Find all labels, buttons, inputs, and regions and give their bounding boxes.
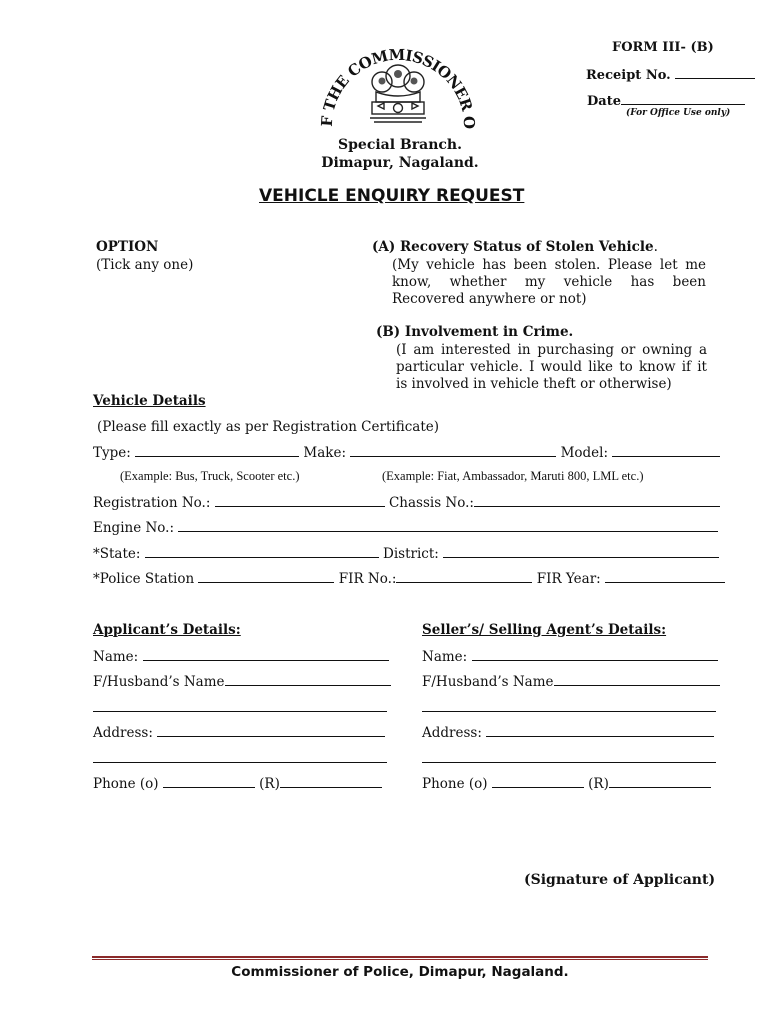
seller-father-field[interactable] xyxy=(554,673,720,686)
seller-name-field[interactable] xyxy=(472,648,718,661)
make-example: (Example: Fiat, Ambassador, Maruti 800, LML etc.) xyxy=(382,469,644,483)
seller-name-row xyxy=(422,648,718,665)
applicant-name-field[interactable] xyxy=(143,648,389,661)
footer-text: Commissioner of Police, Dimapur, Nagaland. xyxy=(231,964,569,980)
applicant-father-label: F/Husband’s Name xyxy=(93,674,225,690)
vehicle-note: (Please fill exactly as per Registration Certificate) xyxy=(97,419,439,435)
emblem-logo xyxy=(318,28,478,140)
registration-chassis-row xyxy=(93,494,720,511)
seller-name-label: Name: xyxy=(422,649,468,665)
seller-extra-line-2[interactable] xyxy=(422,762,716,763)
seller-father-row xyxy=(422,673,720,690)
option-b-title[interactable]: (B) Involvement in Crime. xyxy=(376,324,574,340)
page-title: VEHICLE ENQUIRY REQUEST xyxy=(259,186,525,206)
applicant-phone-r-field[interactable] xyxy=(280,775,382,788)
seller-phone-r-field[interactable] xyxy=(609,775,711,788)
model-label: Model: xyxy=(560,445,609,461)
type-field[interactable] xyxy=(135,444,299,457)
option-b-text: (I am interested in purchasing or owning a particular vehicle. I would like to know if it is involved in vehicle theft or otherwise) xyxy=(396,342,707,392)
engine-label: Engine No.: xyxy=(93,520,175,536)
applicant-address-field[interactable] xyxy=(157,724,385,737)
seller-phone-r-label: (R) xyxy=(588,776,609,792)
seller-father-label: F/Husband’s Name xyxy=(422,674,554,690)
applicant-father-row xyxy=(93,673,391,690)
seller-phone-row xyxy=(422,775,711,792)
office-use-note: (For Office Use only) xyxy=(626,108,731,118)
applicant-extra-line-1[interactable] xyxy=(93,711,387,712)
receipt-line[interactable] xyxy=(675,66,755,79)
option-a-text: (My vehicle has been stolen. Please let me know, whether my vehicle has been Recovered anywhere or not) xyxy=(392,257,706,307)
date-line[interactable] xyxy=(621,92,745,105)
option-a-title-text: (A) Recovery Status of Stolen Vehicle xyxy=(372,239,654,255)
model-field[interactable] xyxy=(612,444,720,457)
date-label: Date xyxy=(587,94,621,109)
engine-row xyxy=(93,519,718,536)
seller-address-row xyxy=(422,724,714,741)
form-number: FORM III- (B) xyxy=(612,40,714,55)
office-line-1: Special Branch. xyxy=(338,137,462,153)
seller-phone-o-field[interactable] xyxy=(492,775,584,788)
option-a-title[interactable]: (A) Recovery Status of Stolen Vehicle. xyxy=(372,239,658,255)
seller-extra-line-1[interactable] xyxy=(422,711,716,712)
registration-field[interactable] xyxy=(215,494,385,507)
engine-field[interactable] xyxy=(178,519,718,532)
seller-address-field[interactable] xyxy=(486,724,714,737)
district-label: District: xyxy=(383,546,439,562)
police-station-label: *Police Station xyxy=(93,571,195,587)
applicant-extra-line-2[interactable] xyxy=(93,762,387,763)
applicant-name-row xyxy=(93,648,389,665)
emblem-seal-icon xyxy=(318,28,478,140)
applicant-phone-o-label: Phone (o) xyxy=(93,776,159,792)
police-fir-row xyxy=(93,570,725,587)
fir-year-label: FIR Year: xyxy=(536,571,601,587)
district-field[interactable] xyxy=(443,545,719,558)
state-label: *State: xyxy=(93,546,141,562)
option-hint: (Tick any one) xyxy=(96,257,194,273)
applicant-name-label: Name: xyxy=(93,649,139,665)
applicant-father-field[interactable] xyxy=(225,673,391,686)
footer-rule xyxy=(92,956,708,960)
seller-address-label: Address: xyxy=(422,725,482,741)
seller-phone-o-label: Phone (o) xyxy=(422,776,488,792)
registration-label: Registration No.: xyxy=(93,495,211,511)
applicant-address-row xyxy=(93,724,385,741)
applicant-address-label: Address: xyxy=(93,725,153,741)
receipt-label: Receipt No. xyxy=(586,68,671,83)
signature-label: (Signature of Applicant) xyxy=(524,872,716,888)
type-label: Type: xyxy=(93,445,131,461)
type-example: (Example: Bus, Truck, Scooter etc.) xyxy=(120,469,300,483)
applicant-phone-r-label: (R) xyxy=(259,776,280,792)
make-field[interactable] xyxy=(350,444,556,457)
chassis-label: Chassis No.: xyxy=(388,495,474,511)
police-station-field[interactable] xyxy=(198,570,334,583)
fir-field[interactable] xyxy=(396,570,532,583)
vehicle-heading: Vehicle Details xyxy=(93,393,206,409)
seller-heading: Seller’s/ Selling Agent’s Details: xyxy=(422,622,667,638)
svg-text:OFFICE OF THE COMMISSIONER OF: F THE COMMISSIONER O xyxy=(318,45,478,130)
applicant-phone-row xyxy=(93,775,382,792)
type-make-model-row xyxy=(93,444,720,461)
receipt-field xyxy=(586,66,755,83)
office-line-2: Dimapur, Nagaland. xyxy=(321,155,479,171)
date-field xyxy=(587,92,745,109)
applicant-heading: Applicant’s Details: xyxy=(93,622,241,638)
make-label: Make: xyxy=(303,445,346,461)
chassis-field[interactable] xyxy=(474,494,720,507)
state-district-row xyxy=(93,545,719,562)
fir-label: FIR No.: xyxy=(338,571,397,587)
state-field[interactable] xyxy=(145,545,379,558)
fir-year-field[interactable] xyxy=(605,570,725,583)
applicant-phone-o-field[interactable] xyxy=(163,775,255,788)
option-label: OPTION xyxy=(96,239,159,255)
